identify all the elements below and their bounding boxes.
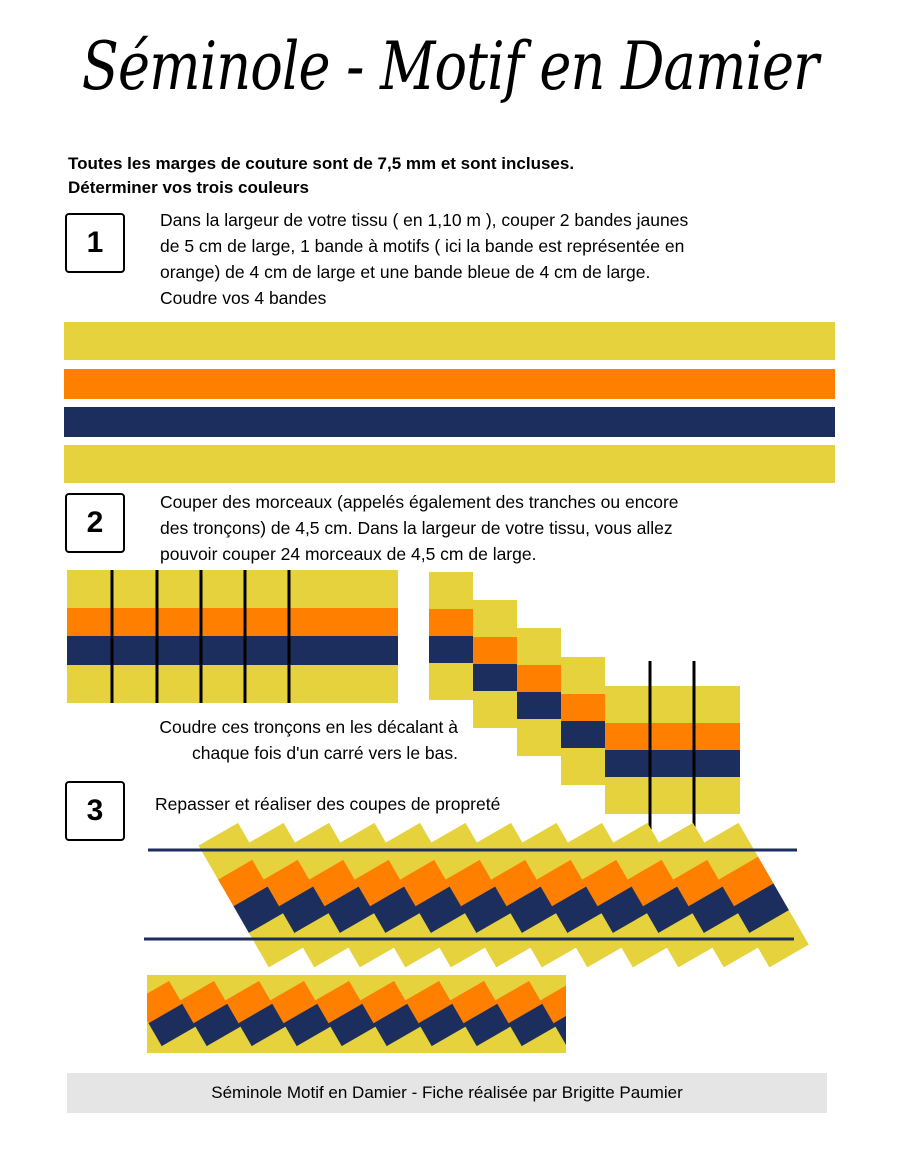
step-1-line: de 5 cm de large, 1 bande à motifs ( ici la bande est représentée en [160, 236, 685, 256]
final-checkerboard-band [119, 948, 624, 1075]
offset-segments-staircase [429, 572, 740, 831]
step-2-line: pouvoir couper 24 morceaux de 4,5 cm de large. [160, 544, 537, 564]
orange-strip [64, 369, 835, 399]
strip-set-with-cut-lines [67, 570, 398, 703]
segment [429, 572, 473, 700]
step-2-line: Couper des morceaux (appelés également des tranches ou encore [160, 492, 679, 512]
step-3-line: Repasser et réaliser des coupes de propreté [155, 794, 501, 814]
yellow-strip-bottom [64, 445, 835, 483]
step-2-line: des tronçons) de 4,5 cm. Dans la largeur de votre tissu, vous allez [160, 518, 673, 538]
step-1-line: orange) de 4 cm de large et une bande bleue de 4 cm de large. [160, 262, 651, 282]
sewn-strips [64, 322, 835, 483]
step-1-number: 1 [65, 213, 125, 273]
segment [473, 600, 517, 728]
footer-credit: Séminole Motif en Damier - Fiche réalisée par Brigitte Paumier [67, 1073, 827, 1113]
intro-line-colors: Déterminer vos trois couleurs [68, 178, 309, 197]
step-2-number: 2 [65, 493, 125, 553]
offset-note-line: chaque fois d'un carré vers le bas. [192, 743, 458, 763]
offset-note-line: Coudre ces tronçons en les décalant à [159, 717, 458, 737]
intro-line-seam-allowance: Toutes les marges de couture sont de 7,5 mm et sont incluses. [68, 154, 575, 173]
remaining-strip-set [605, 686, 740, 814]
blue-strip [64, 407, 835, 437]
yellow-strip-top [64, 322, 835, 360]
diagonal-checkerboard-band [199, 823, 809, 968]
step-1-line: Coudre vos 4 bandes [160, 288, 327, 308]
segment [561, 657, 605, 785]
step-1-line: Dans la largeur de votre tissu ( en 1,10 m ), couper 2 bandes jaunes [160, 210, 689, 230]
step-3-number: 3 [65, 781, 125, 841]
segment [517, 628, 561, 756]
page-title: Séminole - Motif en Damier [81, 28, 819, 105]
